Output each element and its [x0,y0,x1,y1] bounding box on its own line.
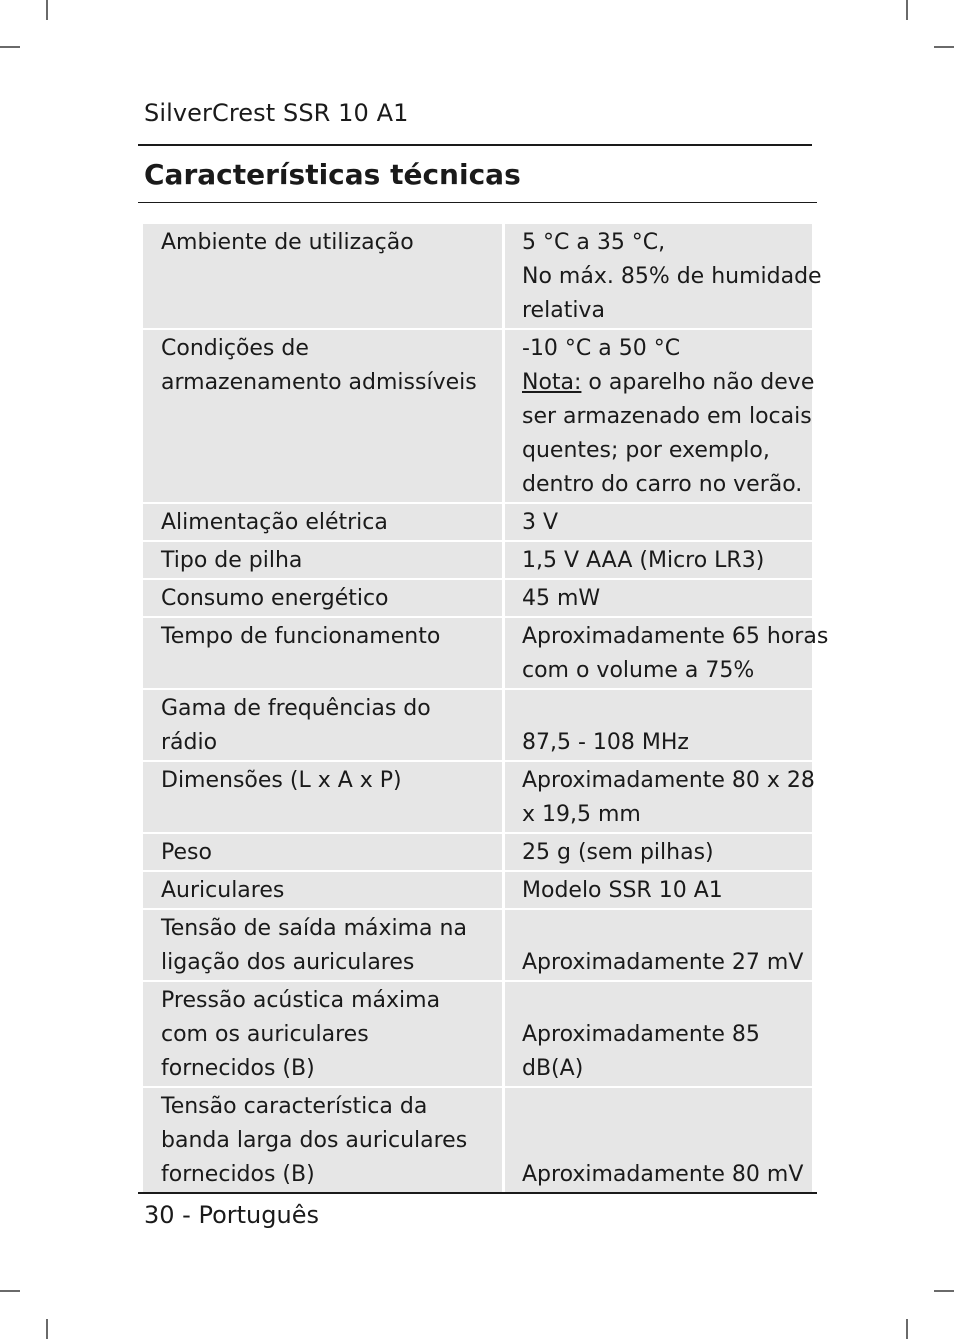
crop-mark [0,1290,20,1292]
spec-value: 1,5 V AAA (Micro LR3) [504,541,813,579]
spec-label: Consumo energético [143,579,504,617]
section-title: Características técnicas [144,158,521,191]
spec-row-gama [143,689,812,761]
spec-row-tempo [143,617,812,689]
title-rule [138,202,817,203]
spec-label: Auriculares [143,871,504,909]
spec-value: 87,5 - 108 MHz [504,689,813,761]
spec-value: Aproximadamente 27 mV [504,909,813,981]
spec-value: 5 °C a 35 °C, No máx. 85% de humidade relativa [504,224,813,329]
note-label: Nota: [522,370,582,395]
spec-row-tensao-banda [143,1087,812,1192]
spec-value: 3 V [504,503,813,541]
spec-value: -10 °C a 50 °C Nota: o aparelho não deve ser armazenado em locais quentes; por exemplo, dentro do carro no verão. [504,329,813,503]
crop-mark [0,46,20,48]
spec-row-peso [143,833,812,871]
crop-mark [46,1319,48,1339]
spec-value: Aproximadamente 80 mV [504,1087,813,1192]
spec-row-tensao-saida [143,909,812,981]
crop-mark [906,0,908,20]
crop-mark [934,46,954,48]
spec-value: Aproximadamente 85 dB(A) [504,981,813,1087]
spec-label: Tensão característica da banda larga dos auriculares fornecidos (B) [143,1087,504,1192]
running-header: SilverCrest SSR 10 A1 [144,99,409,127]
spec-row-ambiente [143,224,812,329]
specifications-table [143,224,829,1192]
crop-mark [906,1319,908,1339]
spec-row-armazenamento [143,329,812,503]
spec-value: 25 g (sem pilhas) [504,833,813,871]
spec-row-consumo [143,579,812,617]
spec-label: Peso [143,833,504,871]
spec-label: Tensão de saída máxima na ligação dos auriculares [143,909,504,981]
spec-label: Pressão acústica máxima com os auriculares fornecidos (B) [143,981,504,1087]
spec-value: Aproximadamente 80 x 28 x 19,5 mm [504,761,813,833]
spec-label: Dimensões (L x A x P) [143,761,504,833]
spec-row-auriculares [143,871,812,909]
spec-row-dimensoes [143,761,812,833]
page-number: 30 - Português [144,1201,319,1229]
spec-label: Condições de armazenamento admissíveis [143,329,504,503]
spec-row-pressao [143,981,812,1087]
spec-value: Modelo SSR 10 A1 [504,871,813,909]
spec-label: Ambiente de utilização [143,224,504,329]
spec-row-pilha [143,541,812,579]
footer-rule [138,1192,817,1194]
spec-row-alimentacao [143,503,812,541]
crop-mark [46,0,48,20]
crop-mark [934,1290,954,1292]
spec-value: 45 mW [504,579,813,617]
spec-label: Alimentação elétrica [143,503,504,541]
spec-value: Aproximadamente 65 horas com o volume a 75% [504,617,813,689]
spec-label: Tempo de funcionamento [143,617,504,689]
spec-label: Gama de frequências do rádio [143,689,504,761]
header-rule [138,144,812,146]
spec-label: Tipo de pilha [143,541,504,579]
